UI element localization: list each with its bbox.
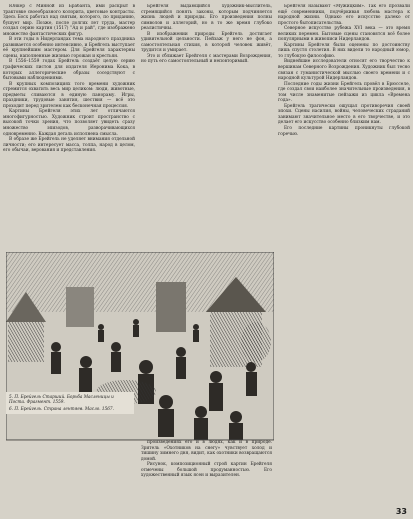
caption-line: 5. П. Брейгель Старший. Борьба Масленицы и Поста. Фрагмент. 1559. — [9, 394, 114, 405]
paragraph: Картины Брейгеля были оценены по достоинству лишь спустя столетия. В них видели то народный юмор, то глубокую философию. — [278, 42, 410, 59]
paragraph: В 1556–1559 годах Брейгель создаёт целую серию графических листов для издателя Иеронима Кока, в которых аллегорические образы соседствуют с бытовыми наблюдениями. — [3, 59, 135, 82]
paragraph: Юнкер с Минной из Брабанта, ими раскрыт в трактовке своеобразного колорита, цветовые контрасты. Здесь Босх работал над святым, которого, по приданию, бушует мир. Позже, после долгих лет труда, мастер создал серию картин (1517) "Ад и рай", где изображено множество фантастических фигур. — [3, 4, 135, 37]
paragraph: В образе же Брейгель не уделяет внимания отдельной личности; его интересует масса, толпа, народ в целом, его обычаи, верования и представления. — [3, 137, 135, 154]
paragraph: Рисунок, композиционный строй картин Брейгеля отмечены большой продуманностью. Его художественный язык ясен и выразителен. — [141, 462, 272, 479]
paragraph: Это и сближает Брейгеля с мастерами Возрождения, но путь его самостоятельный и неповторимый. — [141, 53, 272, 65]
paragraph: В изображении природы Брейгель достигает удивительной цельности. Пейзаж у него не фон, а самостоятельная стихия, в которой человек живёт, трудится и умирает. — [141, 31, 272, 54]
paragraph: Картины Брейгеля этих лет отличаются многофигурностью. Художник строит пространство с высокой точки зрения, что позволяет увидеть сразу множество эпизодов, разворачивающихся одновременно. Каждая деталь исполнена смысла. — [3, 109, 135, 137]
paragraph: Виднейшие исследователи относят его творчество к вершинам Северного Возрождения. Художник был тесно связан с гуманистической мыслью своего времени и с народной культурой Нидерландов. — [278, 59, 410, 82]
paragraph: произведениях его и в людях, как и в природе. Зритель «Охотников на снегу» чувствует холод и тишину зимнего дня, видит, как охотники возвращаются домой. — [141, 440, 272, 462]
text-column-3 — [278, 4, 410, 512]
paragraph: Последние годы жизни Брейгель провёл в Брюсселе, где создал свои наиболее значительные произведения, в том числе знаменитые пейзажи из цикла «Времена года». — [278, 81, 410, 104]
paragraph: В эти годы в Нидерландах тема народного праздника развивается особенно интенсивно, и Брейгель выступает её крупнейшим мастером. Для Брейгеля характерны сцены, наполненные жизнью горожан и крестьян. — [3, 37, 135, 59]
paragraph: Северное искусство рубежа XVI века — это время великих перемен. Бытовые сцены становятся всё более популярными в живописи Нидерландов. — [278, 26, 410, 43]
paragraph: Брейгеля выдающийся художник-мыслитель, стремящийся понять законы, которым подчиняется жизнь людей и природы. Его произведения полны символов и аллегорий, но в то же время глубоко реалистичны. — [141, 4, 272, 32]
caption-line: 6. П. Брейгель. Страна лентяев. Масло. 1567. — [9, 405, 114, 411]
text-column-2 — [141, 4, 272, 130]
paragraph: Брейгель трагически ощущал противоречия своей эпохи. Сцены насилия, войны, человеческих страданий занимают значительное место в его творчестве, и это делает его искусство особенно близким нам. — [278, 103, 410, 126]
page-number: 33 — [395, 507, 407, 516]
paragraph: Брейгеля называют «Мужицким». Так его прозвали ещё современники, подчёркивая любовь мастера к народной жизни. Однако его искусство далеко от простого бытописательства. — [278, 4, 410, 26]
paragraph: Его последние картины проникнуты глубокой горечью. — [278, 126, 410, 137]
figure-caption — [6, 392, 134, 414]
text-column-2-continued — [141, 440, 272, 514]
paragraph: В крупных композициях того времени художник стремится охватить весь мир целиком: люди, животные, предметы сливаются в единую панораму. Игры, праздники, трудовые занятия, шествия — всё это проходит перед зрителем как бесконечная процессия. — [3, 81, 135, 109]
